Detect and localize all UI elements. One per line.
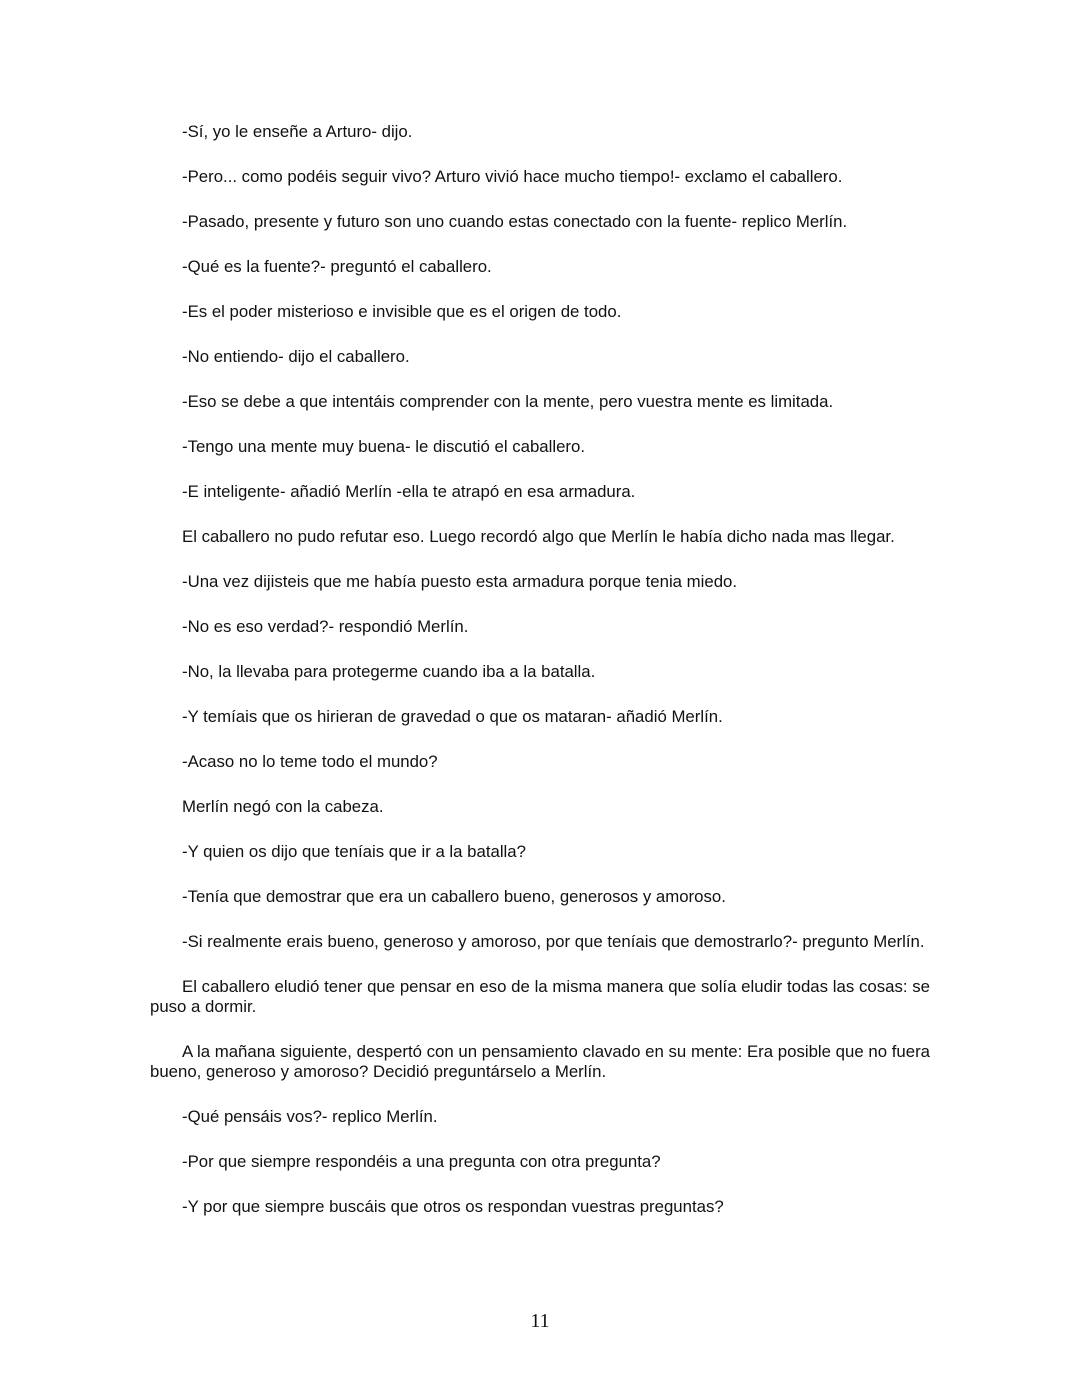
paragraph: -E inteligente- añadió Merlín -ella te atrapó en esa armadura. [182,482,636,501]
paragraph: -Tenía que demostrar que era un caballero bueno, generosos y amoroso. [182,887,726,906]
paragraph: Merlín negó con la cabeza. [182,797,384,816]
paragraph: -Una vez dijisteis que me había puesto esta armadura porque tenia miedo. [182,572,738,591]
page-number: 11 [530,1310,550,1332]
paragraph: -No es eso verdad?- respondió Merlín. [182,617,469,636]
paragraph: -Qué es la fuente?- preguntó el caballero. [182,257,492,276]
paragraph: -Eso se debe a que intentáis comprender con la mente, pero vuestra mente es limitada. [182,392,834,411]
paragraph: -No entiendo- dijo el caballero. [182,347,410,366]
paragraph: -Sí, yo le enseñe a Arturo- dijo. [182,122,413,141]
body-text [150,122,930,1242]
paragraph: -Y temíais que os hirieran de gravedad o que os mataran- añadió Merlín. [182,707,723,726]
paragraph: -Y por que siempre buscáis que otros os respondan vuestras preguntas? [182,1197,724,1217]
paragraph: -Tengo una mente muy buena- le discutió el caballero. [182,437,585,456]
paragraph: -Si realmente erais bueno, generoso y amoroso, por que teníais que demostrarlo?- pregunto Merlín. [182,932,925,951]
paragraph: -No, la llevaba para protegerme cuando iba a la batalla. [182,662,596,681]
paragraph: El caballero eludió tener que pensar en eso de la misma manera que solía eludir todas las cosas: se puso a dormir. [150,977,930,1017]
paragraph: -Y quien os dijo que teníais que ir a la batalla? [182,842,526,861]
paragraph: -Pero... como podéis seguir vivo? Arturo vivió hace mucho tiempo!- exclamo el caballero. [182,167,843,186]
paragraph: -Qué pensáis vos?- replico Merlín. [182,1107,438,1127]
paragraph: -Por que siempre respondéis a una pregunta con otra pregunta? [182,1152,661,1172]
paragraph: A la mañana siguiente, despertó con un pensamiento clavado en su mente: Era posible que no fuera bueno, generoso y amoroso? Decidió preguntárselo a Merlín. [150,1042,930,1082]
paragraph: -Es el poder misterioso e invisible que es el origen de todo. [182,302,622,321]
paragraph: El caballero no pudo refutar eso. Luego recordó algo que Merlín le había dicho nada mas llegar. [182,527,895,546]
paragraph: -Acaso no lo teme todo el mundo? [182,752,438,771]
paragraph: -Pasado, presente y futuro son uno cuando estas conectado con la fuente- replico Merlín. [182,212,848,231]
